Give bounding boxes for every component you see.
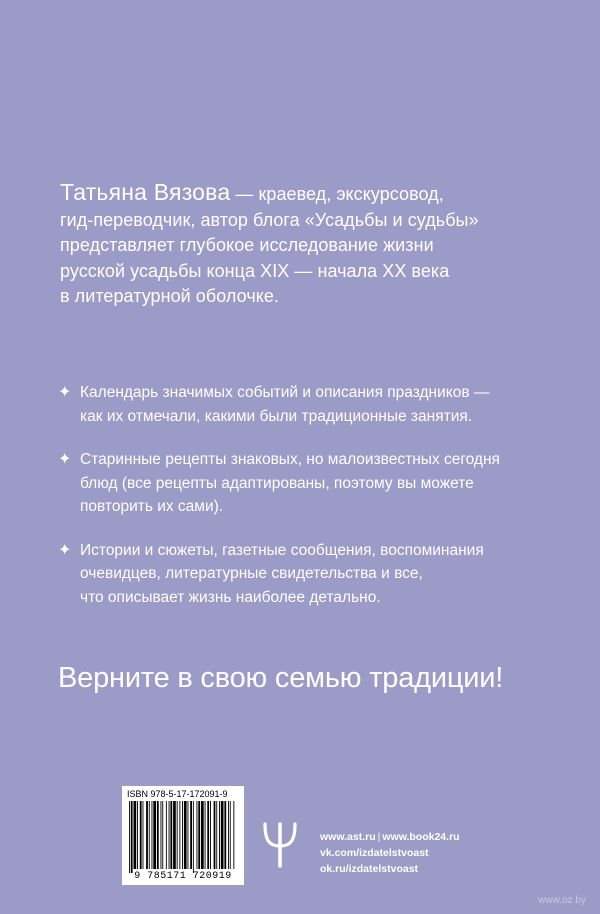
feature-item-recipes xyxy=(58,448,568,519)
author-name: Татьяна Вязова xyxy=(60,179,231,205)
feature-line: блюд (все рецепты адаптированы, поэтому вы можете xyxy=(80,474,474,492)
intro-line-1 xyxy=(60,180,570,208)
publisher-links-row-1 xyxy=(320,829,460,845)
feature-line: Старинные рецепты знаковых, но малоизвестных сегодня xyxy=(80,451,500,468)
link-separator: | xyxy=(377,831,381,843)
feature-line: Календарь значимых событий и описания праздников — xyxy=(80,384,490,401)
isbn-barcode xyxy=(122,786,244,885)
link-book24[interactable]: www.book24.ru xyxy=(382,831,460,843)
intro-line-3: представляет глубокое исследование жизни xyxy=(60,235,434,255)
star-bullet-icon: ✦ xyxy=(58,451,72,468)
barcode-icon xyxy=(128,801,238,873)
star-bullet-icon: ✦ xyxy=(58,384,72,401)
feature-line: Истории и сюжеты, газетные сообщения, воспоминания xyxy=(80,541,484,559)
psi-logo-icon xyxy=(260,822,300,868)
link-ok[interactable]: ok.ru/izdatelstvoast xyxy=(320,863,419,875)
link-ast[interactable]: www.ast.ru xyxy=(320,831,376,843)
intro-line-4: русской усадьбы конца XIX — начала XX века xyxy=(60,260,450,281)
publisher-links-row-2 xyxy=(320,845,460,861)
feature-line: повторить их сами). xyxy=(80,498,224,515)
intro-line-5: в литературной оболочке. xyxy=(60,286,279,306)
feature-line: как их отмечали, какими были традиционные занятия. xyxy=(80,407,473,425)
slogan: Верните в свою семью традиции! xyxy=(58,662,504,694)
feature-line: что описывает жизнь наиболее детально. xyxy=(80,588,381,606)
author-description: — краевед, экскурсовод, xyxy=(230,184,444,204)
publisher-links-row-3 xyxy=(320,861,460,877)
publisher-links xyxy=(320,829,460,877)
star-bullet-icon: ✦ xyxy=(58,541,72,559)
intro-paragraph xyxy=(60,180,570,310)
feature-line: очевидцев, литературные свидетельства и все, xyxy=(80,565,423,582)
barcode-digits: 9 785171 720919 xyxy=(134,871,232,882)
feature-item-stories xyxy=(58,539,568,610)
feature-list xyxy=(58,381,568,629)
watermark: www.oz.by xyxy=(538,895,586,906)
intro-line-2: гид-переводчик, автор блога «Усадьбы и судьбы» xyxy=(60,209,479,230)
feature-item-calendar xyxy=(58,381,568,428)
link-vk[interactable]: vk.com/izdatelstvoast xyxy=(320,847,429,859)
isbn-label: ISBN 978-5-17-172091-9 xyxy=(127,789,228,799)
